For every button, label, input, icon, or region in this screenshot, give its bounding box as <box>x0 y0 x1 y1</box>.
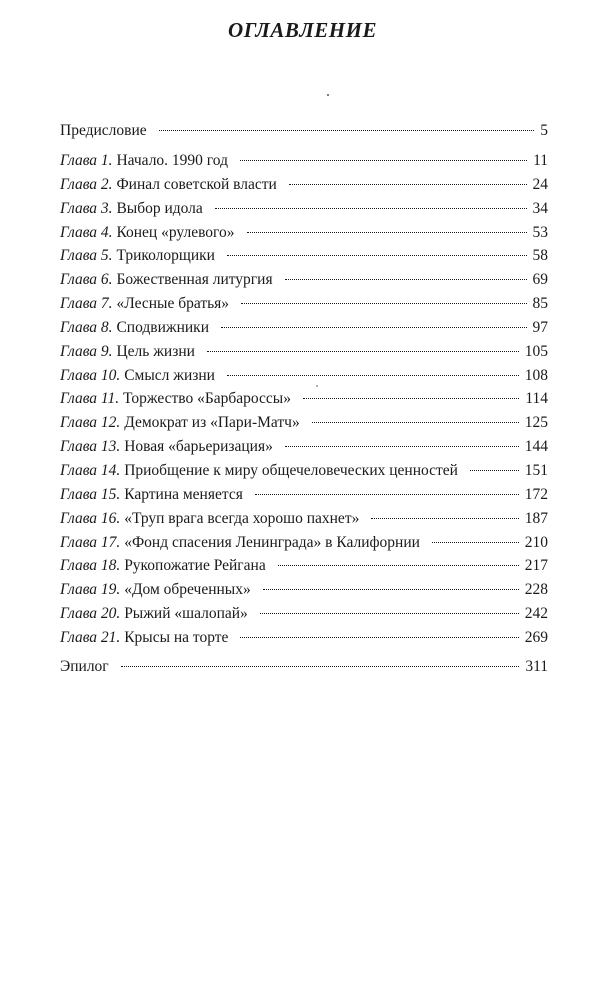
toc-entry-chapter[interactable] <box>60 602 548 626</box>
toc-label: Эпилог <box>60 657 109 675</box>
dot-leader <box>260 613 519 614</box>
toc-entry-chapter[interactable] <box>60 292 548 316</box>
toc-label <box>60 602 248 626</box>
dot-leader <box>121 666 520 667</box>
toc-page-number: 144 <box>524 438 548 456</box>
chapter-title: «Фонд спасения Ленинграда» в Калифорнии <box>124 533 420 551</box>
chapter-title: «Дом обреченных» <box>124 581 251 599</box>
chapter-number: Глава 5. <box>60 247 113 265</box>
toc-label <box>60 364 215 388</box>
chapter-number: Глава 3. <box>60 199 113 217</box>
toc-page-number: 97 <box>532 318 548 336</box>
chapter-number: Глава 18. <box>60 557 121 575</box>
chapter-title: Картина меняется <box>124 485 243 503</box>
toc-page-number: 187 <box>524 509 548 527</box>
toc-entry-chapter[interactable] <box>60 626 548 650</box>
toc-label <box>60 507 359 531</box>
chapter-title: Начало. 1990 год <box>116 152 228 169</box>
toc-page-number: 242 <box>524 605 548 623</box>
table-of-contents <box>60 120 548 679</box>
toc-page-number: 125 <box>524 414 548 432</box>
chapter-title: «Труп врага всегда хорошо пахнет» <box>124 509 360 527</box>
toc-entry-chapter[interactable] <box>60 364 548 388</box>
chapter-title: «Лесные братья» <box>116 295 230 313</box>
toc-entry-chapter[interactable] <box>60 149 548 173</box>
toc-label <box>60 578 251 602</box>
toc-label <box>60 626 228 650</box>
dot-leader <box>227 375 519 376</box>
toc-page-number: 34 <box>532 199 548 217</box>
toc-page-number: 228 <box>524 581 548 599</box>
chapter-number: Глава 4. <box>60 223 113 241</box>
chapter-title: Рукопожатие Рейгана <box>124 557 266 575</box>
chapter-title: Новая «барьеризация» <box>124 438 273 456</box>
toc-page-number: 108 <box>524 366 548 384</box>
chapter-number: Глава 11. <box>60 390 120 408</box>
toc-label <box>60 221 235 245</box>
toc-page-number: 24 <box>532 175 548 193</box>
toc-page-number: 105 <box>524 342 548 360</box>
chapter-number: Глава 14. <box>60 461 121 479</box>
toc-page-number: 172 <box>524 485 548 503</box>
dot-leader <box>240 637 518 638</box>
dot-leader <box>227 255 527 256</box>
toc-label <box>60 197 203 221</box>
toc-page-number: 151 <box>524 461 548 479</box>
toc-label <box>60 173 277 197</box>
chapter-number: Глава 6. <box>60 271 113 289</box>
dot-leader <box>207 351 519 352</box>
toc-label <box>60 340 195 364</box>
toc-entry-chapter[interactable] <box>60 244 548 268</box>
chapter-number: Глава 17. <box>60 533 121 551</box>
toc-entry-chapter[interactable] <box>60 483 548 507</box>
chapter-number: Глава 7. <box>60 295 113 313</box>
dot-leader <box>289 184 527 185</box>
chapter-title: Сподвижники <box>116 318 209 336</box>
dot-leader <box>470 470 519 471</box>
dot-leader <box>221 327 527 328</box>
dot-leader <box>255 494 519 495</box>
toc-label <box>60 244 215 268</box>
chapter-title: Божественная литургия <box>116 271 273 289</box>
toc-entry-chapter[interactable] <box>60 554 548 578</box>
chapter-number: Глава 21. <box>60 628 121 646</box>
chapter-title: Цель жизни <box>116 342 195 360</box>
chapter-number: Глава 20. <box>60 605 121 623</box>
toc-entry-chapter[interactable] <box>60 387 548 411</box>
chapter-title: Крысы на торте <box>124 628 229 646</box>
dot-leader <box>278 565 519 566</box>
toc-label <box>60 316 209 340</box>
toc-entry-chapter[interactable] <box>60 578 548 602</box>
toc-page-number: 69 <box>532 271 548 289</box>
toc-entry-chapter[interactable] <box>60 435 548 459</box>
chapter-title: Конец «рулевого» <box>116 223 235 241</box>
toc-page-number: 53 <box>532 223 548 241</box>
toc-page-number: 58 <box>532 247 548 265</box>
toc-entry-chapter[interactable] <box>60 340 548 364</box>
dot-leader <box>215 208 527 209</box>
chapter-number: Глава 16. <box>60 509 121 527</box>
print-speck <box>327 94 329 96</box>
chapter-number: Глава 13. <box>60 438 121 456</box>
toc-label <box>60 268 273 292</box>
chapter-title: Рыжий «шалопай» <box>124 605 248 623</box>
dot-leader <box>285 446 519 447</box>
toc-label <box>60 483 243 507</box>
chapter-number: Глава 12. <box>60 414 121 432</box>
chapter-title: Выбор идола <box>116 199 203 217</box>
toc-page-number: 217 <box>524 557 548 575</box>
toc-page-number: 210 <box>524 533 548 551</box>
toc-label <box>60 554 266 578</box>
chapter-title: Демократ из «Пари-Матч» <box>124 414 300 432</box>
toc-entry-chapter[interactable] <box>60 411 548 435</box>
toc-entry-chapter[interactable] <box>60 197 548 221</box>
chapter-number: Глава 10. <box>60 366 121 384</box>
dot-leader <box>159 130 535 131</box>
toc-label <box>60 292 229 316</box>
toc-entry-epilogue[interactable] <box>60 655 548 679</box>
toc-page-number: 269 <box>524 628 548 646</box>
dot-leader <box>285 279 527 280</box>
chapter-number: Глава 2. <box>60 175 113 193</box>
toc-page-number: 5 <box>540 122 548 139</box>
toc-page-number: 114 <box>525 390 548 408</box>
dot-leader <box>432 542 519 543</box>
toc-entry-preface[interactable] <box>60 120 548 149</box>
dot-leader <box>240 160 527 161</box>
toc-entry-chapter[interactable] <box>60 268 548 292</box>
toc-entry-chapter[interactable] <box>60 316 548 340</box>
toc-label <box>60 411 300 435</box>
toc-label <box>60 387 291 411</box>
toc-entry-chapter[interactable] <box>60 459 548 483</box>
page-title: ОГЛАВЛЕНИЕ <box>228 18 377 42</box>
toc-entry-chapter[interactable] <box>60 507 548 531</box>
dot-leader <box>312 422 519 423</box>
dot-leader <box>303 398 519 399</box>
chapter-number: Глава 9. <box>60 342 113 360</box>
chapter-title: Смысл жизни <box>124 366 215 384</box>
toc-label <box>60 459 458 483</box>
chapter-number: Глава 19. <box>60 581 121 599</box>
dot-leader <box>247 232 527 233</box>
chapter-number: Глава 8. <box>60 318 113 336</box>
toc-page-number: 11 <box>533 152 548 169</box>
toc-page-number: 85 <box>532 295 548 313</box>
toc-label <box>60 435 273 459</box>
dot-leader <box>263 589 519 590</box>
chapter-title: Торжество «Барбароссы» <box>123 390 291 408</box>
dot-leader <box>241 303 526 304</box>
toc-entry-chapter[interactable] <box>60 221 548 245</box>
dot-leader <box>371 518 518 519</box>
toc-entry-chapter[interactable] <box>60 173 548 197</box>
chapter-number: Глава 1. <box>60 152 113 169</box>
chapter-number: Глава 15. <box>60 485 121 503</box>
toc-page-number: 311 <box>525 657 548 675</box>
chapter-title: Финал советской власти <box>116 175 277 193</box>
toc-label <box>60 531 420 555</box>
chapter-title: Триколорщики <box>116 247 215 265</box>
toc-label <box>60 149 228 173</box>
chapter-title: Приобщение к миру общечеловеческих ценностей <box>124 461 458 479</box>
toc-label: Предисловие <box>60 122 147 139</box>
toc-entry-chapter[interactable] <box>60 531 548 555</box>
